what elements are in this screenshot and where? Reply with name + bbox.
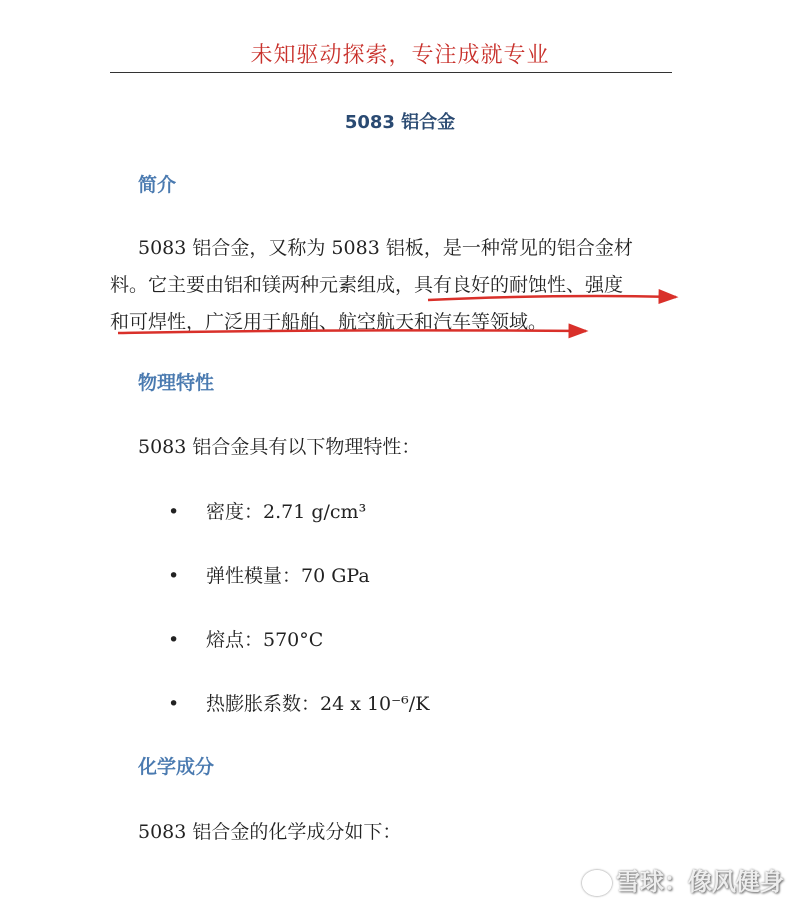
bullet-icon: • xyxy=(168,693,180,715)
intro-line-1: 5083 铝合金，又称为 5083 铝板，是一种常见的铝合金材 xyxy=(138,237,633,259)
bullet-icon: • xyxy=(168,565,180,587)
physical-lead-text: 5083 铝合金具有以下物理特性： xyxy=(138,436,421,458)
section-heading-physical: 物理特性 xyxy=(138,372,215,394)
list-item: • 弹性模量：70 GPa xyxy=(168,565,370,587)
intro-line-3: 和可焊性，广泛用于船舶、航空航天和汽车等领域。 xyxy=(110,311,548,333)
watermark: 雪球：像风健身 xyxy=(582,862,784,897)
bullet-icon: • xyxy=(168,629,180,651)
header-rule xyxy=(110,72,672,73)
header-banner: 未知驱动探索，专注成就专业 xyxy=(250,43,550,68)
section-heading-intro: 简介 xyxy=(138,174,177,196)
document-title: 5083 铝合金 xyxy=(344,112,456,133)
chemical-lead-text: 5083 铝合金的化学成分如下： xyxy=(138,821,402,843)
bullet-icon: • xyxy=(168,501,180,523)
snowball-logo-icon xyxy=(582,870,612,896)
list-item: • 热膨胀系数：24 x 10⁻⁶/K xyxy=(168,693,430,715)
section-heading-chemical: 化学成分 xyxy=(138,756,215,778)
intro-paragraph xyxy=(110,230,680,341)
list-item: • 密度：2.71 g/cm³ xyxy=(168,501,367,523)
list-item: • 熔点：570°C xyxy=(168,629,324,651)
intro-line-2: 料。它主要由铝和镁两种元素组成，具有良好的耐蚀性、强度 xyxy=(110,274,624,296)
